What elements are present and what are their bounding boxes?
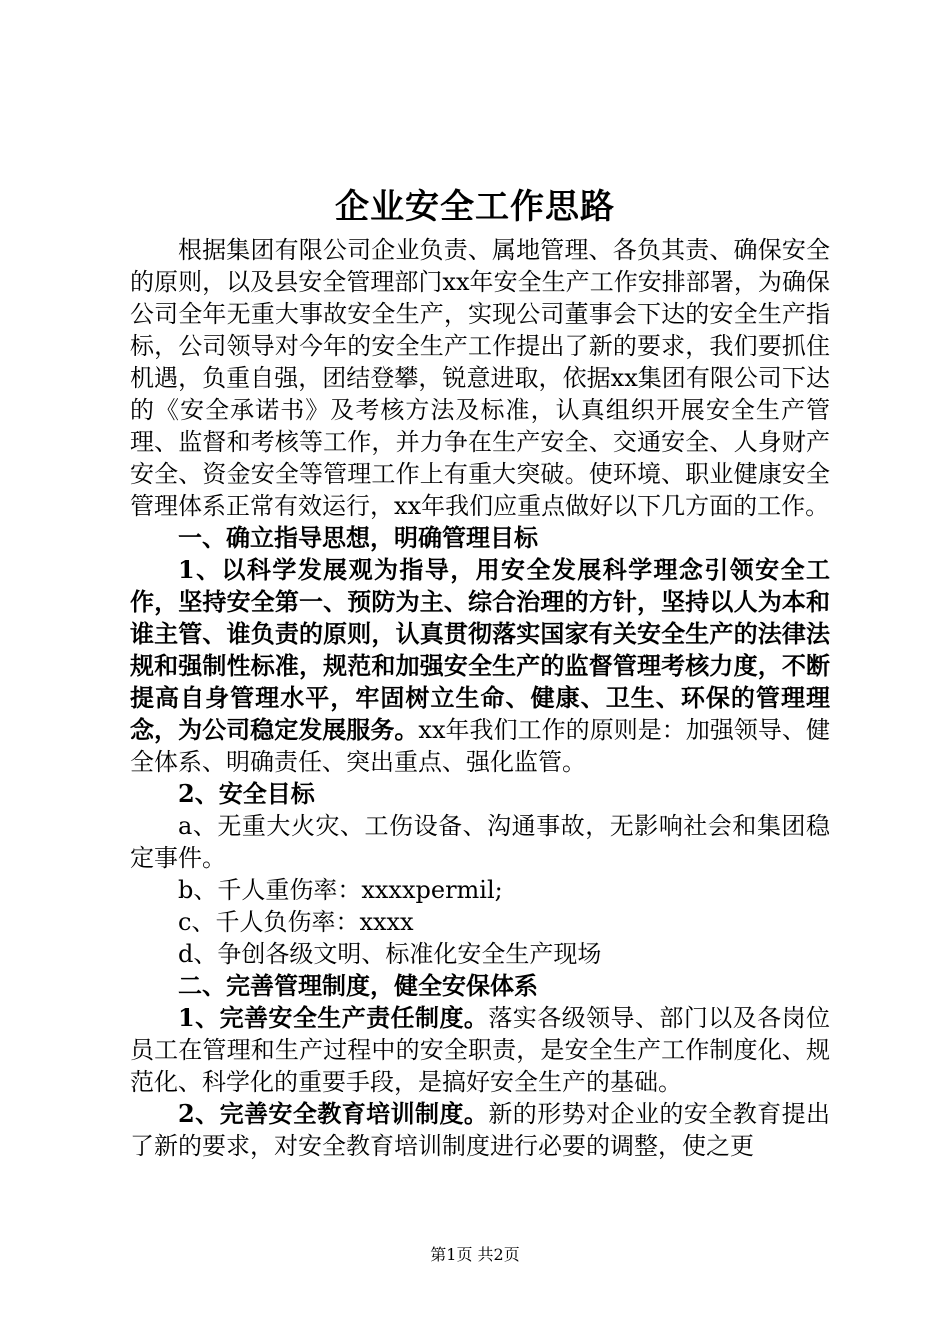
paragraph-intro [130, 234, 830, 522]
paragraph-normal-text: xx年我们工作的原则是：加强领导、健全体系、明确责任、突出重点、强化监管。 [130, 716, 831, 776]
paragraph-bold-text: 1、完善安全生产责任制度。 [178, 1003, 489, 1032]
list-item-c [130, 906, 830, 938]
list-item-text: d、争创各级文明、标准化安全生产现场 [178, 940, 602, 968]
section-heading-2 [130, 970, 830, 1002]
document-body [130, 234, 830, 1162]
paragraph-responsibility-system [130, 1002, 830, 1098]
list-item-a [130, 810, 830, 874]
paragraph-bold-text: 2、完善安全教育培训制度。 [178, 1099, 489, 1128]
list-item-text: c、千人负伤率：xxxx [178, 908, 414, 936]
paragraph-guiding-ideology [130, 554, 830, 778]
paragraph-normal-text: 落实各级领导、部门以及各岗位员工在管理和生产过程中的安全职责，是安全生产工作制度化、规范化、科学化的重要手段，是搞好安全生产的基础。 [130, 1004, 831, 1096]
paragraph-education-training [130, 1098, 830, 1162]
section-heading-1 [130, 522, 830, 554]
list-item-text: b、千人重伤率：xxxxpermil; [178, 876, 503, 904]
list-item-d [130, 938, 830, 970]
heading-text: 2、安全目标 [178, 779, 315, 808]
page-number-footer: 第1页 共2页 [430, 1245, 520, 1264]
list-item-text: a、无重大火灾、工伤设备、沟通事故，无影响社会和集团稳定事件。 [130, 812, 830, 872]
list-item-b [130, 874, 830, 906]
subsection-heading-safety-goals [130, 778, 830, 810]
paragraph-text: 根据集团有限公司企业负责、属地管理、各负其责、确保安全的原则，以及县安全管理部门xx年安全生产工作安排部署，为确保公司全年无重大事故安全生产，实现公司董事会下达的安全生产指标，公司领导对今年的安全生产工作提出了新的要求，我们要抓住机遇，负重自强，团结登攀，锐意进取，依据xx集团有限公司下达的《安全承诺书》及考核方法及标准，认真组织开展安全生产管理、监督和考核等工作，并力争在生产安全、交通安全、人身财产安全、资金安全等管理工作上有重大突破。使环境、职业健康安全管理体系正常有效运行，xx年我们应重点做好以下几方面的工作。 [130, 236, 830, 520]
heading-text: 二、完善管理制度，健全安保体系 [178, 971, 538, 1000]
paragraph-normal-text: 新的形势对企业的安全教育提出了新的要求，对安全教育培训制度进行必要的调整，使之更 [130, 1100, 831, 1160]
heading-text: 一、确立指导思想，明确管理目标 [178, 523, 538, 552]
paragraph-bold-text: 1、以科学发展观为指导，用安全发展科学理念引领安全工作，坚持安全第一、预防为主、综合治理的方针，坚持以人为本和谁主管、谁负责的原则，认真贯彻落实国家有关安全生产的法律法规和强制性标准，规范和加强安全生产的监督管理考核力度，不断提高自身管理水平，牢固树立生命、健康、卫生、环保的管理理念，为公司稳定发展服务。 [130, 555, 830, 744]
page-title: 企业安全工作思路 [335, 187, 615, 227]
